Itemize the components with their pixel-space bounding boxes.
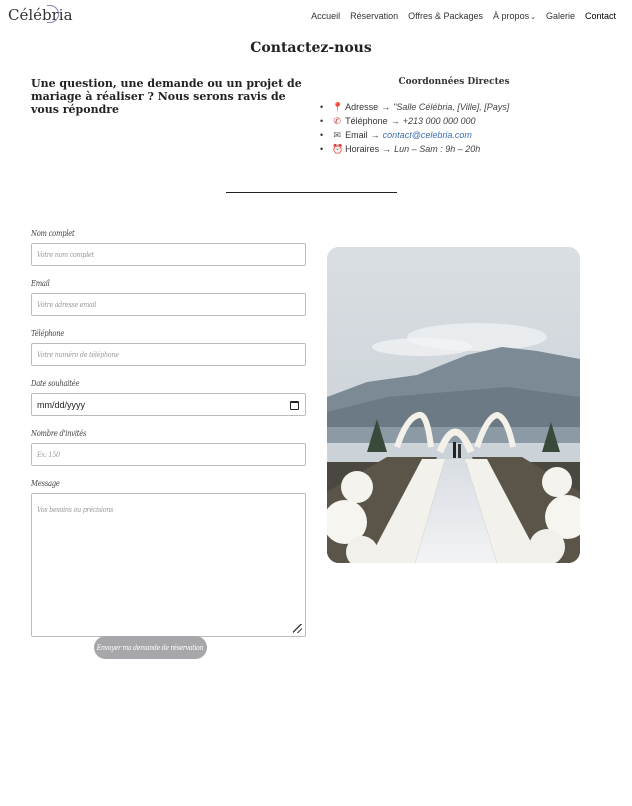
- clock-icon: • ⏰: [332, 143, 344, 154]
- coords-title: Coordonnées Directes: [398, 77, 510, 87]
- contact-hours-value: Lun – Sam : 9h – 20h: [394, 144, 481, 154]
- guests-input[interactable]: [31, 443, 306, 466]
- nav-item-contact[interactable]: Contact: [584, 11, 616, 21]
- contact-phone-value: +213 000 000 000: [402, 116, 476, 126]
- mail-icon: • ✉: [333, 129, 341, 140]
- contact-phone-arrow: →: [390, 116, 400, 126]
- phone-label: Téléphone: [31, 329, 65, 338]
- nav-item-a-propos[interactable]: [493, 11, 536, 21]
- guests-placeholder: Ex: 150: [37, 450, 60, 459]
- nav-item-a-propos-label: À propos: [493, 11, 530, 21]
- email-placeholder: Votre adresse email: [37, 300, 97, 309]
- message-textarea[interactable]: [31, 493, 306, 637]
- site-header: [0, 0, 632, 34]
- contact-item-address: [320, 100, 509, 114]
- wedding-ceremony-image: [327, 247, 580, 563]
- contact-email-link[interactable]: contact@celebria.com: [382, 130, 472, 140]
- nav-item-reservation[interactable]: Réservation: [350, 11, 399, 21]
- contact-address-label: Adresse: [345, 102, 379, 112]
- guests-label: Nombre d'invités: [31, 429, 87, 438]
- contact-item-email: [320, 128, 509, 142]
- name-input[interactable]: [31, 243, 306, 266]
- phone-placeholder: Votre numéro de téléphone: [37, 350, 119, 359]
- calendar-icon[interactable]: [290, 401, 299, 410]
- page-title: Contactez-nous: [250, 40, 372, 56]
- submit-button[interactable]: [94, 636, 207, 659]
- reservation-form: [31, 228, 306, 637]
- contact-hours-label: Horaires: [345, 144, 380, 154]
- contact-item-phone: [320, 114, 509, 128]
- message-placeholder: Vos besoins ou précisions: [37, 505, 114, 514]
- date-input[interactable]: [31, 393, 306, 416]
- main-nav: [311, 11, 616, 21]
- section-divider: [226, 192, 397, 193]
- contact-list: [320, 100, 509, 156]
- chevron-down-icon: ⌄: [530, 14, 536, 21]
- email-input[interactable]: [31, 293, 306, 316]
- contact-address-arrow: →: [381, 102, 391, 112]
- nav-item-accueil[interactable]: Accueil: [311, 11, 341, 21]
- phone-input[interactable]: [31, 343, 306, 366]
- contact-phone-label: Téléphone: [345, 116, 388, 126]
- email-label: Email: [31, 279, 50, 288]
- date-label: Date souhaitée: [31, 379, 80, 388]
- nav-item-galerie[interactable]: Galerie: [545, 11, 575, 21]
- contact-item-hours: [320, 142, 509, 156]
- wedding-photo: [327, 247, 580, 563]
- nav-item-offres[interactable]: Offres & Packages: [408, 11, 484, 21]
- phone-icon: • ✆: [333, 115, 341, 126]
- resize-handle-icon[interactable]: [293, 624, 302, 633]
- name-placeholder: Votre nom complet: [37, 250, 94, 259]
- name-label: Nom complet: [31, 229, 75, 238]
- pin-icon: • 📍: [332, 101, 344, 112]
- contact-hours-arrow: →: [382, 144, 392, 154]
- message-label: Message: [31, 479, 60, 488]
- contact-address-value: "Salle Célébria, [Ville], [Pays]: [393, 102, 510, 112]
- contact-email-label: Email: [345, 130, 368, 140]
- date-value: mm/dd/yyyy: [37, 399, 86, 410]
- contact-email-arrow: →: [370, 130, 380, 140]
- brand-logo[interactable]: Célébria: [8, 6, 73, 24]
- intro-text: Une question, une demande ou un projet de mariage à réaliser ? Nous serons ravis de vous répondre: [31, 77, 302, 116]
- submit-button-label: Envoyer ma demande de réservation: [97, 643, 204, 652]
